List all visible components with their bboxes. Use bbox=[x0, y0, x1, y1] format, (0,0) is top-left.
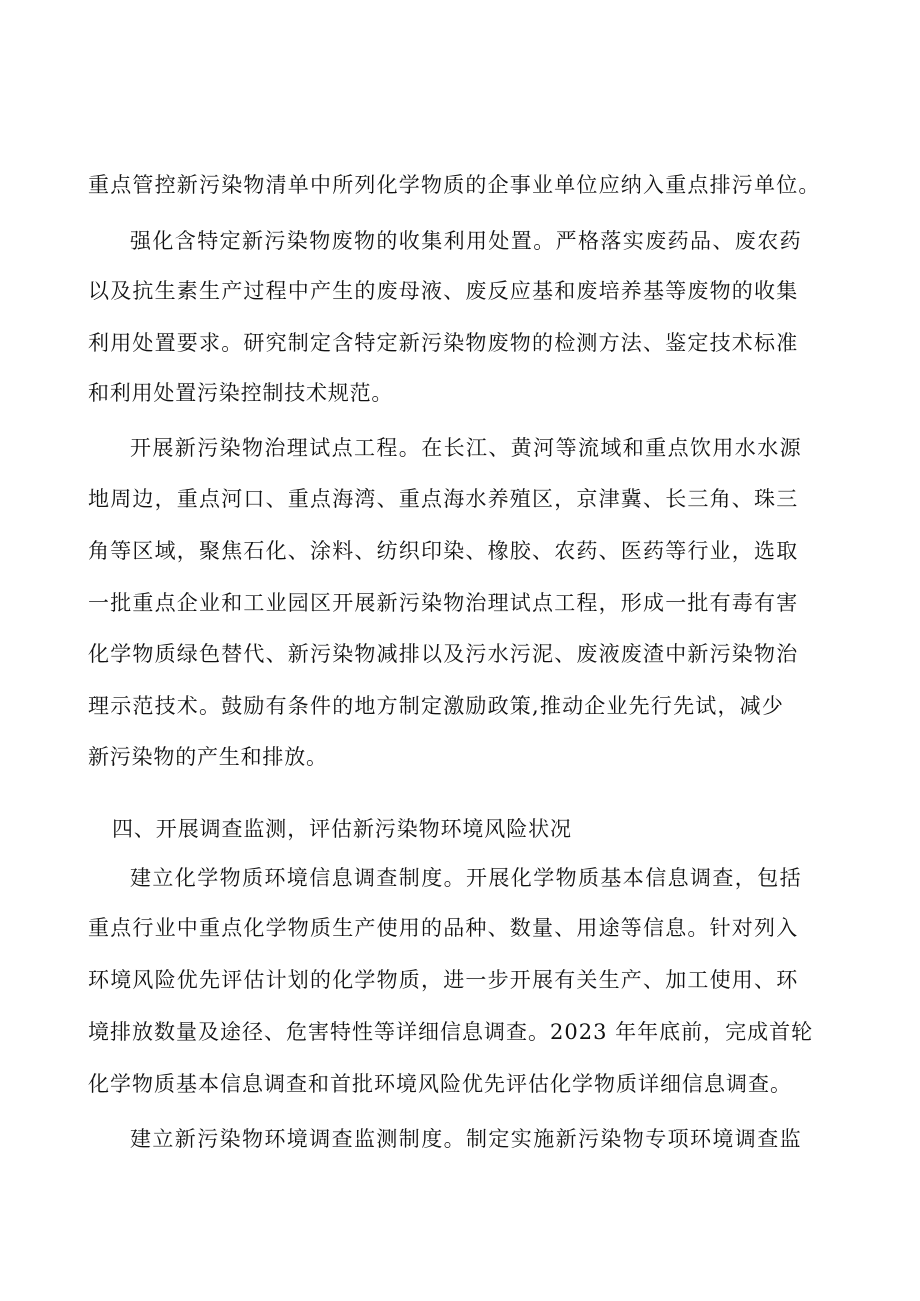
paragraph-line: 重点管控新污染物清单中所列化学物质的企事业单位应纳入重点排污单位。 bbox=[88, 173, 821, 197]
paragraph-line: 新污染物的产生和排放。 bbox=[88, 745, 328, 769]
paragraph-line: 角等区域，聚焦石化、涂料、纺织印染、橡胶、农药、医药等行业，选取 bbox=[88, 539, 799, 563]
paragraph-line: 和利用处置污染控制技术规范。 bbox=[88, 381, 394, 405]
paragraph-line: 化学物质绿色替代、新污染物减排以及污水污泥、废液废渣中新污染物治 bbox=[88, 642, 799, 666]
paragraph-line: 化学物质基本信息调查和首批环境风险优先评估化学物质详细信息调查。 bbox=[88, 1072, 792, 1096]
paragraph-line: 重点行业中重点化学物质生产使用的品种、数量、用途等信息。针对列入 bbox=[88, 916, 799, 940]
paragraph-line: 利用处置要求。研究制定含特定新污染物废物的检测方法、鉴定技术标准 bbox=[88, 331, 799, 355]
paragraph-line: 建立化学物质环境信息调查制度。开展化学物质基本信息调查，包括 bbox=[130, 866, 802, 890]
paragraph-line: 环境风险优先评估计划的化学物质，进一步开展有关生产、加工使用、环 bbox=[88, 968, 799, 992]
paragraph-line: 建立新污染物环境调查监测制度。制定实施新污染物专项环境调查监 bbox=[130, 1127, 802, 1151]
paragraph-line: 地周边，重点河口、重点海湾、重点海水养殖区，京津冀、长三角、珠三 bbox=[88, 487, 799, 511]
paragraph-line: 一批重点企业和工业园区开展新污染物治理试点工程，形成一批有毒有害 bbox=[88, 591, 799, 615]
paragraph-line: 理示范技术。鼓励有条件的地方制定激励政策,推动企业先行先试，减少 bbox=[88, 694, 785, 718]
paragraph-line: 以及抗生素生产过程中产生的废母液、废反应基和废培养基等废物的收集 bbox=[88, 279, 799, 303]
paragraph-line: 境排放数量及途径、危害特性等详细信息调查。2023 年年底前，完成首轮 bbox=[88, 1020, 814, 1044]
section-heading: 四、开展调查监测，评估新污染物环境风险状况 bbox=[112, 817, 572, 841]
paragraph-line: 强化含特定新污染物废物的收集利用处置。严格落实废药品、废农药 bbox=[130, 229, 802, 253]
paragraph-line: 开展新污染物治理试点工程。在长江、黄河等流域和重点饮用水水源 bbox=[130, 436, 802, 460]
